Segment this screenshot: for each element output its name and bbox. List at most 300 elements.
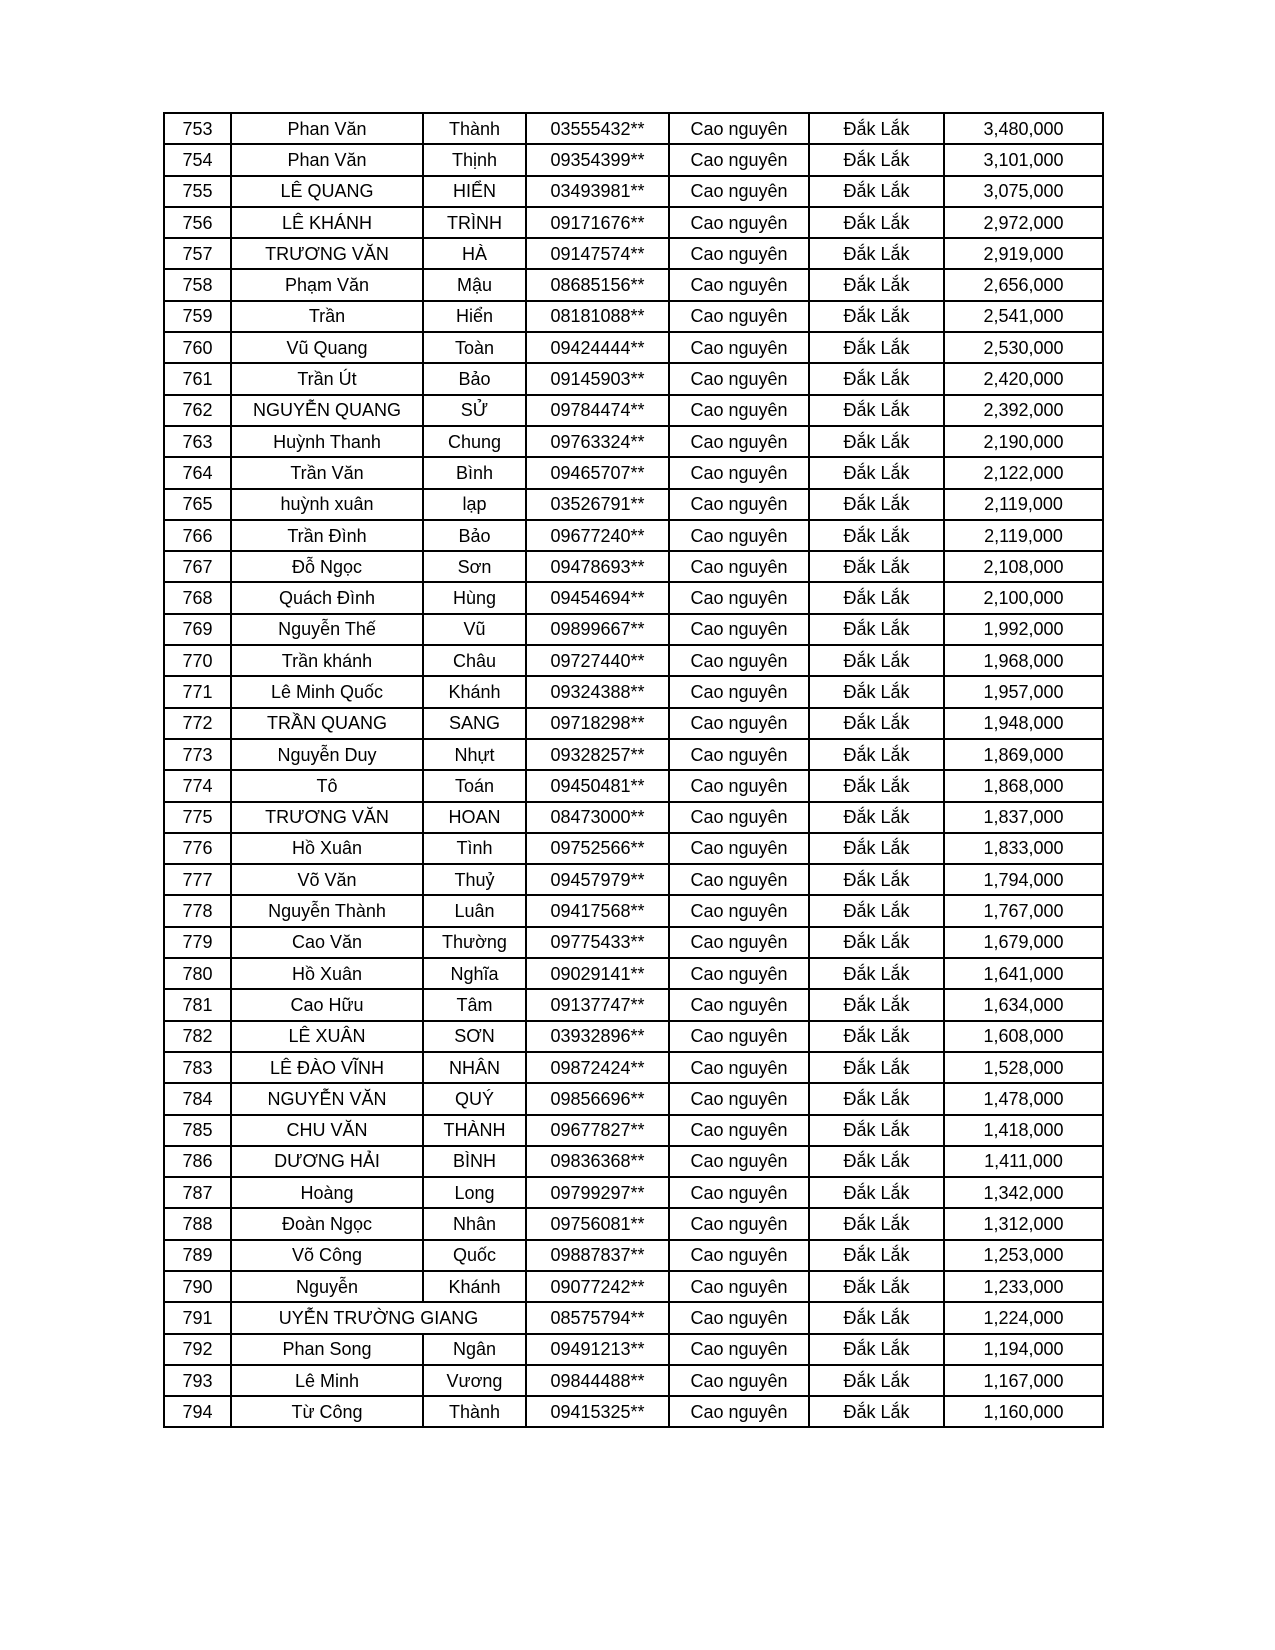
phone-cell: 09856696** <box>526 1083 669 1114</box>
amount-cell: 1,160,000 <box>944 1396 1103 1427</box>
row-number-cell: 767 <box>164 551 231 582</box>
last-name-cell: Bảo <box>423 363 526 394</box>
region-cell: Cao nguyên <box>669 1083 809 1114</box>
region-cell: Cao nguyên <box>669 1302 809 1333</box>
amount-cell: 1,869,000 <box>944 739 1103 770</box>
phone-cell: 09775433** <box>526 927 669 958</box>
recipient-table-body <box>164 113 1103 1427</box>
full-name-cell: UYỄN TRƯỜNG GIANG <box>231 1302 526 1333</box>
table-row <box>164 207 1103 238</box>
amount-cell: 2,541,000 <box>944 301 1103 332</box>
amount-cell: 1,253,000 <box>944 1240 1103 1271</box>
row-number-cell: 775 <box>164 802 231 833</box>
first-name-cell: Đoàn Ngọc <box>231 1208 423 1239</box>
last-name-cell: SANG <box>423 708 526 739</box>
first-name-cell: NGUYỄN VĂN <box>231 1083 423 1114</box>
row-number-cell: 778 <box>164 895 231 926</box>
province-cell: Đắk Lắk <box>809 113 944 144</box>
province-cell: Đắk Lắk <box>809 833 944 864</box>
first-name-cell: Huỳnh Thanh <box>231 426 423 457</box>
first-name-cell: Nguyễn Thành <box>231 895 423 926</box>
phone-cell: 09415325** <box>526 1396 669 1427</box>
province-cell: Đắk Lắk <box>809 989 944 1020</box>
table-row <box>164 802 1103 833</box>
province-cell: Đắk Lắk <box>809 645 944 676</box>
row-number-cell: 789 <box>164 1240 231 1271</box>
phone-cell: 09450481** <box>526 770 669 801</box>
amount-cell: 1,528,000 <box>944 1052 1103 1083</box>
province-cell: Đắk Lắk <box>809 1271 944 1302</box>
province-cell: Đắk Lắk <box>809 1021 944 1052</box>
amount-cell: 1,342,000 <box>944 1177 1103 1208</box>
amount-cell: 1,224,000 <box>944 1302 1103 1333</box>
row-number-cell: 791 <box>164 1302 231 1333</box>
last-name-cell: Hiển <box>423 301 526 332</box>
phone-cell: 08685156** <box>526 269 669 300</box>
row-number-cell: 776 <box>164 833 231 864</box>
last-name-cell: Thường <box>423 927 526 958</box>
region-cell: Cao nguyên <box>669 1240 809 1271</box>
amount-cell: 1,167,000 <box>944 1365 1103 1396</box>
row-number-cell: 759 <box>164 301 231 332</box>
phone-cell: 09752566** <box>526 833 669 864</box>
province-cell: Đắk Lắk <box>809 207 944 238</box>
last-name-cell: BÌNH <box>423 1146 526 1177</box>
province-cell: Đắk Lắk <box>809 426 944 457</box>
table-row <box>164 645 1103 676</box>
region-cell: Cao nguyên <box>669 489 809 520</box>
amount-cell: 2,122,000 <box>944 457 1103 488</box>
row-number-cell: 755 <box>164 176 231 207</box>
amount-cell: 1,233,000 <box>944 1271 1103 1302</box>
first-name-cell: Nguyễn <box>231 1271 423 1302</box>
last-name-cell: Tâm <box>423 989 526 1020</box>
table-row <box>164 1052 1103 1083</box>
amount-cell: 2,392,000 <box>944 395 1103 426</box>
amount-cell: 3,075,000 <box>944 176 1103 207</box>
first-name-cell: Từ Công <box>231 1396 423 1427</box>
first-name-cell: Trần Út <box>231 363 423 394</box>
region-cell: Cao nguyên <box>669 864 809 895</box>
region-cell: Cao nguyên <box>669 739 809 770</box>
province-cell: Đắk Lắk <box>809 1177 944 1208</box>
phone-cell: 09872424** <box>526 1052 669 1083</box>
phone-cell: 03932896** <box>526 1021 669 1052</box>
table-row <box>164 332 1103 363</box>
region-cell: Cao nguyên <box>669 645 809 676</box>
region-cell: Cao nguyên <box>669 1146 809 1177</box>
first-name-cell: Nguyễn Thế <box>231 614 423 645</box>
phone-cell: 09454694** <box>526 582 669 613</box>
row-number-cell: 794 <box>164 1396 231 1427</box>
first-name-cell: Hồ Xuân <box>231 958 423 989</box>
province-cell: Đắk Lắk <box>809 614 944 645</box>
last-name-cell: Bảo <box>423 520 526 551</box>
phone-cell: 09029141** <box>526 958 669 989</box>
row-number-cell: 774 <box>164 770 231 801</box>
amount-cell: 3,101,000 <box>944 144 1103 175</box>
phone-cell: 09491213** <box>526 1334 669 1365</box>
row-number-cell: 782 <box>164 1021 231 1052</box>
table-row <box>164 739 1103 770</box>
region-cell: Cao nguyên <box>669 457 809 488</box>
phone-cell: 09145903** <box>526 363 669 394</box>
region-cell: Cao nguyên <box>669 614 809 645</box>
amount-cell: 1,608,000 <box>944 1021 1103 1052</box>
row-number-cell: 756 <box>164 207 231 238</box>
province-cell: Đắk Lắk <box>809 708 944 739</box>
table-row <box>164 614 1103 645</box>
region-cell: Cao nguyên <box>669 1052 809 1083</box>
amount-cell: 1,794,000 <box>944 864 1103 895</box>
row-number-cell: 785 <box>164 1115 231 1146</box>
table-row <box>164 113 1103 144</box>
amount-cell: 1,679,000 <box>944 927 1103 958</box>
province-cell: Đắk Lắk <box>809 958 944 989</box>
row-number-cell: 772 <box>164 708 231 739</box>
amount-cell: 2,119,000 <box>944 520 1103 551</box>
first-name-cell: TRƯƠNG VĂN <box>231 802 423 833</box>
region-cell: Cao nguyên <box>669 1396 809 1427</box>
last-name-cell: HÀ <box>423 238 526 269</box>
last-name-cell: SỬ <box>423 395 526 426</box>
region-cell: Cao nguyên <box>669 802 809 833</box>
last-name-cell: Vũ <box>423 614 526 645</box>
region-cell: Cao nguyên <box>669 927 809 958</box>
last-name-cell: Nghĩa <box>423 958 526 989</box>
last-name-cell: Tình <box>423 833 526 864</box>
last-name-cell: Thịnh <box>423 144 526 175</box>
table-row <box>164 1177 1103 1208</box>
phone-cell: 09457979** <box>526 864 669 895</box>
phone-cell: 09354399** <box>526 144 669 175</box>
amount-cell: 2,972,000 <box>944 207 1103 238</box>
table-row <box>164 1146 1103 1177</box>
region-cell: Cao nguyên <box>669 1115 809 1146</box>
region-cell: Cao nguyên <box>669 363 809 394</box>
table-row <box>164 1365 1103 1396</box>
amount-cell: 1,868,000 <box>944 770 1103 801</box>
table-row <box>164 1302 1103 1333</box>
row-number-cell: 758 <box>164 269 231 300</box>
amount-cell: 1,194,000 <box>944 1334 1103 1365</box>
phone-cell: 08181088** <box>526 301 669 332</box>
phone-cell: 09718298** <box>526 708 669 739</box>
row-number-cell: 784 <box>164 1083 231 1114</box>
last-name-cell: THÀNH <box>423 1115 526 1146</box>
region-cell: Cao nguyên <box>669 238 809 269</box>
last-name-cell: Chung <box>423 426 526 457</box>
region-cell: Cao nguyên <box>669 551 809 582</box>
amount-cell: 1,641,000 <box>944 958 1103 989</box>
row-number-cell: 769 <box>164 614 231 645</box>
last-name-cell: Châu <box>423 645 526 676</box>
row-number-cell: 761 <box>164 363 231 394</box>
last-name-cell: QUÝ <box>423 1083 526 1114</box>
last-name-cell: TRÌNH <box>423 207 526 238</box>
table-row <box>164 864 1103 895</box>
row-number-cell: 780 <box>164 958 231 989</box>
region-cell: Cao nguyên <box>669 1208 809 1239</box>
amount-cell: 1,948,000 <box>944 708 1103 739</box>
row-number-cell: 781 <box>164 989 231 1020</box>
amount-cell: 1,767,000 <box>944 895 1103 926</box>
first-name-cell: huỳnh xuân <box>231 489 423 520</box>
row-number-cell: 787 <box>164 1177 231 1208</box>
first-name-cell: Tô <box>231 770 423 801</box>
region-cell: Cao nguyên <box>669 426 809 457</box>
last-name-cell: Mậu <box>423 269 526 300</box>
amount-cell: 1,634,000 <box>944 989 1103 1020</box>
first-name-cell: Trần khánh <box>231 645 423 676</box>
phone-cell: 09171676** <box>526 207 669 238</box>
amount-cell: 1,837,000 <box>944 802 1103 833</box>
region-cell: Cao nguyên <box>669 269 809 300</box>
first-name-cell: Vũ Quang <box>231 332 423 363</box>
last-name-cell: lạp <box>423 489 526 520</box>
row-number-cell: 763 <box>164 426 231 457</box>
row-number-cell: 773 <box>164 739 231 770</box>
table-row <box>164 676 1103 707</box>
row-number-cell: 766 <box>164 520 231 551</box>
first-name-cell: Phạm Văn <box>231 269 423 300</box>
first-name-cell: Đỗ Ngọc <box>231 551 423 582</box>
phone-cell: 09147574** <box>526 238 669 269</box>
first-name-cell: LÊ XUÂN <box>231 1021 423 1052</box>
table-row <box>164 363 1103 394</box>
amount-cell: 3,480,000 <box>944 113 1103 144</box>
province-cell: Đắk Lắk <box>809 864 944 895</box>
amount-cell: 2,656,000 <box>944 269 1103 300</box>
region-cell: Cao nguyên <box>669 395 809 426</box>
region-cell: Cao nguyên <box>669 676 809 707</box>
province-cell: Đắk Lắk <box>809 1302 944 1333</box>
amount-cell: 1,833,000 <box>944 833 1103 864</box>
phone-cell: 09836368** <box>526 1146 669 1177</box>
row-number-cell: 777 <box>164 864 231 895</box>
region-cell: Cao nguyên <box>669 144 809 175</box>
province-cell: Đắk Lắk <box>809 739 944 770</box>
province-cell: Đắk Lắk <box>809 1115 944 1146</box>
row-number-cell: 788 <box>164 1208 231 1239</box>
row-number-cell: 793 <box>164 1365 231 1396</box>
last-name-cell: Long <box>423 1177 526 1208</box>
table-row <box>164 426 1103 457</box>
table-row <box>164 1240 1103 1271</box>
table-row <box>164 520 1103 551</box>
last-name-cell: Nhân <box>423 1208 526 1239</box>
first-name-cell: Hồ Xuân <box>231 833 423 864</box>
table-row <box>164 144 1103 175</box>
table-row <box>164 1021 1103 1052</box>
amount-cell: 2,420,000 <box>944 363 1103 394</box>
table-row <box>164 708 1103 739</box>
table-row <box>164 551 1103 582</box>
phone-cell: 09763324** <box>526 426 669 457</box>
province-cell: Đắk Lắk <box>809 269 944 300</box>
phone-cell: 03493981** <box>526 176 669 207</box>
recipient-table <box>163 112 1104 1428</box>
last-name-cell: Toán <box>423 770 526 801</box>
first-name-cell: TRƯƠNG VĂN <box>231 238 423 269</box>
province-cell: Đắk Lắk <box>809 1365 944 1396</box>
last-name-cell: HOAN <box>423 802 526 833</box>
phone-cell: 09324388** <box>526 676 669 707</box>
table-row <box>164 269 1103 300</box>
province-cell: Đắk Lắk <box>809 1146 944 1177</box>
table-row <box>164 582 1103 613</box>
province-cell: Đắk Lắk <box>809 1240 944 1271</box>
region-cell: Cao nguyên <box>669 895 809 926</box>
first-name-cell: Nguyễn Duy <box>231 739 423 770</box>
region-cell: Cao nguyên <box>669 1334 809 1365</box>
last-name-cell: Quốc <box>423 1240 526 1271</box>
phone-cell: 09727440** <box>526 645 669 676</box>
province-cell: Đắk Lắk <box>809 582 944 613</box>
table-row <box>164 895 1103 926</box>
table-row <box>164 833 1103 864</box>
region-cell: Cao nguyên <box>669 1365 809 1396</box>
row-number-cell: 770 <box>164 645 231 676</box>
first-name-cell: Phan Văn <box>231 144 423 175</box>
table-row <box>164 1271 1103 1302</box>
table-row <box>164 489 1103 520</box>
first-name-cell: Phan Song <box>231 1334 423 1365</box>
phone-cell: 09424444** <box>526 332 669 363</box>
phone-cell: 09677240** <box>526 520 669 551</box>
phone-cell: 09844488** <box>526 1365 669 1396</box>
region-cell: Cao nguyên <box>669 520 809 551</box>
amount-cell: 1,411,000 <box>944 1146 1103 1177</box>
phone-cell: 03555432** <box>526 113 669 144</box>
last-name-cell: Thành <box>423 113 526 144</box>
amount-cell: 1,418,000 <box>944 1115 1103 1146</box>
table-row <box>164 1396 1103 1427</box>
amount-cell: 2,100,000 <box>944 582 1103 613</box>
province-cell: Đắk Lắk <box>809 176 944 207</box>
province-cell: Đắk Lắk <box>809 489 944 520</box>
last-name-cell: Thành <box>423 1396 526 1427</box>
region-cell: Cao nguyên <box>669 332 809 363</box>
first-name-cell: Lê Minh Quốc <box>231 676 423 707</box>
first-name-cell: Trần Văn <box>231 457 423 488</box>
amount-cell: 1,968,000 <box>944 645 1103 676</box>
first-name-cell: Hoàng <box>231 1177 423 1208</box>
table-row <box>164 238 1103 269</box>
row-number-cell: 779 <box>164 927 231 958</box>
region-cell: Cao nguyên <box>669 113 809 144</box>
table-row <box>164 958 1103 989</box>
phone-cell: 09784474** <box>526 395 669 426</box>
last-name-cell: NHÂN <box>423 1052 526 1083</box>
region-cell: Cao nguyên <box>669 958 809 989</box>
last-name-cell: Nhựt <box>423 739 526 770</box>
row-number-cell: 753 <box>164 113 231 144</box>
last-name-cell: Khánh <box>423 676 526 707</box>
first-name-cell: CHU VĂN <box>231 1115 423 1146</box>
region-cell: Cao nguyên <box>669 207 809 238</box>
province-cell: Đắk Lắk <box>809 301 944 332</box>
phone-cell: 09137747** <box>526 989 669 1020</box>
last-name-cell: SƠN <box>423 1021 526 1052</box>
first-name-cell: Võ Văn <box>231 864 423 895</box>
province-cell: Đắk Lắk <box>809 395 944 426</box>
amount-cell: 2,108,000 <box>944 551 1103 582</box>
phone-cell: 09077242** <box>526 1271 669 1302</box>
row-number-cell: 760 <box>164 332 231 363</box>
amount-cell: 1,478,000 <box>944 1083 1103 1114</box>
first-name-cell: Phan Văn <box>231 113 423 144</box>
province-cell: Đắk Lắk <box>809 520 944 551</box>
first-name-cell: Trần <box>231 301 423 332</box>
phone-cell: 09417568** <box>526 895 669 926</box>
region-cell: Cao nguyên <box>669 582 809 613</box>
first-name-cell: LÊ QUANG <box>231 176 423 207</box>
province-cell: Đắk Lắk <box>809 676 944 707</box>
last-name-cell: Toàn <box>423 332 526 363</box>
phone-cell: 09887837** <box>526 1240 669 1271</box>
first-name-cell: TRẦN QUANG <box>231 708 423 739</box>
last-name-cell: HIỂN <box>423 176 526 207</box>
region-cell: Cao nguyên <box>669 708 809 739</box>
table-row <box>164 770 1103 801</box>
first-name-cell: Cao Hữu <box>231 989 423 1020</box>
phone-cell: 09478693** <box>526 551 669 582</box>
province-cell: Đắk Lắk <box>809 457 944 488</box>
row-number-cell: 768 <box>164 582 231 613</box>
phone-cell: 09756081** <box>526 1208 669 1239</box>
amount-cell: 2,530,000 <box>944 332 1103 363</box>
first-name-cell: DƯƠNG HẢI <box>231 1146 423 1177</box>
row-number-cell: 790 <box>164 1271 231 1302</box>
last-name-cell: Vương <box>423 1365 526 1396</box>
amount-cell: 1,312,000 <box>944 1208 1103 1239</box>
row-number-cell: 771 <box>164 676 231 707</box>
table-row <box>164 1334 1103 1365</box>
table-row <box>164 1208 1103 1239</box>
row-number-cell: 762 <box>164 395 231 426</box>
province-cell: Đắk Lắk <box>809 1334 944 1365</box>
row-number-cell: 754 <box>164 144 231 175</box>
amount-cell: 1,992,000 <box>944 614 1103 645</box>
last-name-cell: Sơn <box>423 551 526 582</box>
first-name-cell: Quách Đình <box>231 582 423 613</box>
first-name-cell: LÊ ĐÀO VĨNH <box>231 1052 423 1083</box>
table-row <box>164 395 1103 426</box>
last-name-cell: Khánh <box>423 1271 526 1302</box>
table-row <box>164 1083 1103 1114</box>
province-cell: Đắk Lắk <box>809 1083 944 1114</box>
province-cell: Đắk Lắk <box>809 1052 944 1083</box>
province-cell: Đắk Lắk <box>809 551 944 582</box>
province-cell: Đắk Lắk <box>809 770 944 801</box>
last-name-cell: Bình <box>423 457 526 488</box>
phone-cell: 03526791** <box>526 489 669 520</box>
region-cell: Cao nguyên <box>669 301 809 332</box>
table-row <box>164 176 1103 207</box>
last-name-cell: Ngân <box>423 1334 526 1365</box>
first-name-cell: Cao Văn <box>231 927 423 958</box>
phone-cell: 09799297** <box>526 1177 669 1208</box>
last-name-cell: Hùng <box>423 582 526 613</box>
table-row <box>164 301 1103 332</box>
province-cell: Đắk Lắk <box>809 895 944 926</box>
table-row <box>164 1115 1103 1146</box>
last-name-cell: Thuỷ <box>423 864 526 895</box>
region-cell: Cao nguyên <box>669 989 809 1020</box>
first-name-cell: Lê Minh <box>231 1365 423 1396</box>
amount-cell: 2,119,000 <box>944 489 1103 520</box>
